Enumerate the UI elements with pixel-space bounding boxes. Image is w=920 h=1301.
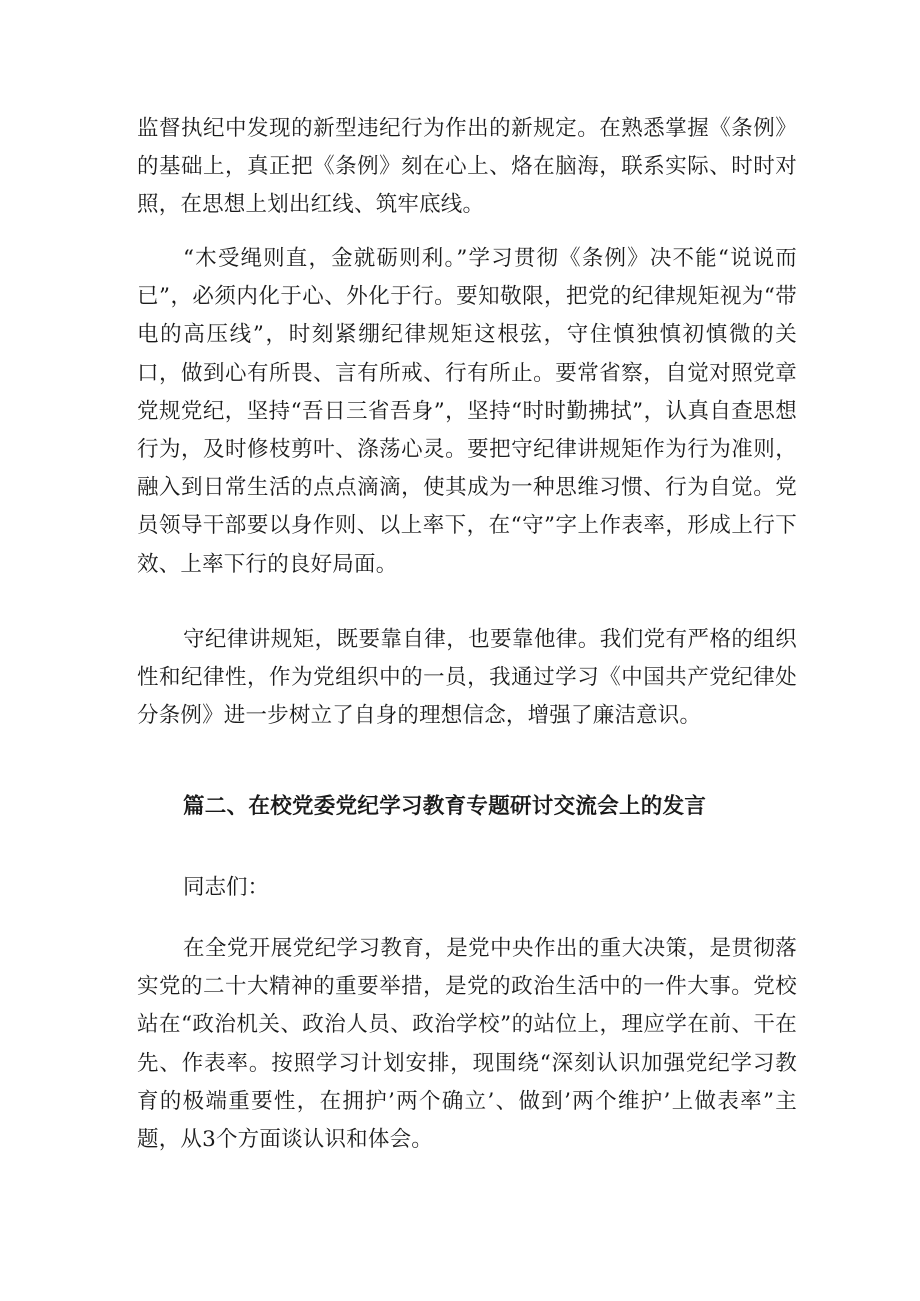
body-paragraph-2: “木受绳则直，金就砺则利。”学习贯彻《条例》决不能“说说而已”，必须内化于心、外化于行。要知敬限，把党的纪律规矩视为“带电的高压线”，时刻紧绷纪律规矩这根弦，守住慎独慎初慎微的关口，做到心有所畏、言有所戒、行有所止。要常省察，自觉对照党章党规党纪，坚持“吾日三省吾身”，坚持“时时勤拂拭”，认真自查思想行为，及时修枝剪叶、涤荡心灵。要把守纪律讲规矩作为行为准则，融入到日常生活的点点滴滴，使其成为一种思维习惯、行为自觉。党员领导干部要以身作则、以上率下，在“守”字上作表率，形成上行下效、上率下行的良好局面。 [137,246,797,577]
section-heading: 篇二、在校党委党纪学习教育专题研讨交流会上的发言 [183,794,707,819]
body-paragraph-3: 守纪律讲规矩，既要靠自律，也要靠他律。我们党有严格的组织性和纪律性，作为党组织中的一员，我通过学习《中国共产党纪律处分条例》进一步树立了自身的理想信念，增强了廉洁意识。 [137,627,797,729]
body-paragraph-1: 监督执纪中发现的新型违纪行为作出的新规定。在熟悉掌握《条例》的基础上，真正把《条例》刻在心上、烙在脑海，联系实际、时时对照，在思想上划出红线、筑牢底线。 [137,116,797,218]
body-paragraph-4: 在全党开展党纪学习教育，是党中央作出的重大决策，是贯彻落实党的二十大精神的重要举措，是党的政治生活中的一件大事。党校站在“政治机关、政治人员、政治学校”的站位上，理应学在前、干在先、作表率。按照学习计划安排，现围绕“深刻认识加强党纪学习教育的极端重要性，在拥护’两个确立’、做到’两个维护’上做表率”主题，从3个方面谈认识和体会。 [137,936,797,1153]
salutation: 同志们： [183,875,270,900]
